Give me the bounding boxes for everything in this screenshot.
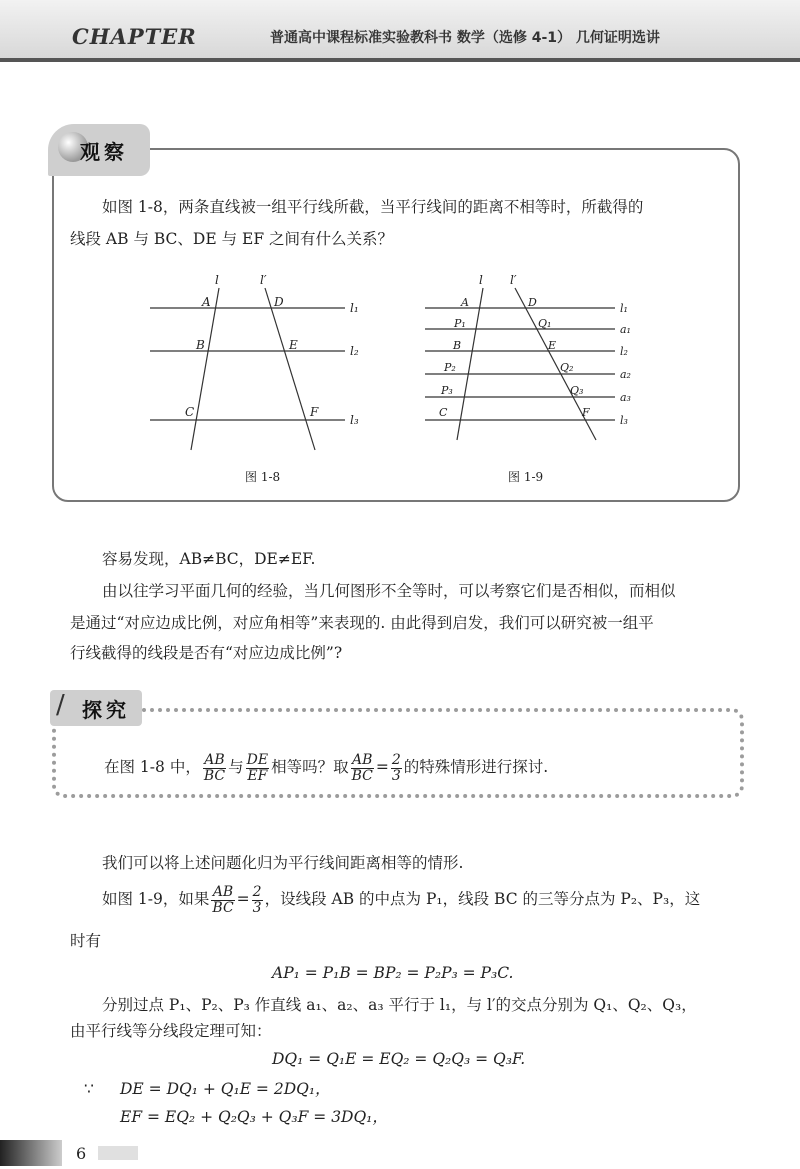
label-P3: P₃ [441,384,453,397]
fraction-num: DE [246,751,269,768]
fraction-den: BC [212,899,234,916]
label-Q1: Q₁ [538,317,552,330]
label-l: l [215,273,219,287]
label-D: D [274,295,284,309]
label-l-fig19: l [479,273,483,287]
label-A: A [202,295,211,309]
fraction-2-3-b [252,885,263,916]
label-l2: l₂ [350,344,359,358]
equation-1: AP₁ = P₁B = BP₂ = P₂P₃ = P₃C. [272,964,514,982]
label-A-fig19: A [461,296,469,309]
fraction-den: BC [203,767,226,784]
because-symbol: ∵ [84,1080,94,1098]
fraction-ab-bc [203,753,226,784]
label-C-fig19: C [439,406,448,419]
body1-line-4: 行线截得的线段是否有“对应边成比例”? [70,644,343,662]
fraction-num: 2 [252,883,262,900]
transversal-l-fig19 [457,288,483,440]
observe-line-1: 如图 1-8，两条直线被一组平行线所截，当平行线间的距离不相等时，所截得的 [102,198,644,216]
body2-line-2 [102,882,700,916]
label-l3-fig19: l₃ [620,414,628,427]
body2-text-b: = [236,890,250,908]
footer-decoration [98,1146,138,1160]
fraction-de-ef [246,753,269,784]
label-l2-fig19: l₂ [620,345,628,358]
equation-3: DE = DQ₁ + Q₁E = 2DQ₁， [120,1080,331,1098]
label-l3: l₃ [350,413,359,427]
fraction-den: BC [351,767,373,784]
label-a2: a₂ [620,368,631,381]
label-l1-fig19: l₁ [620,302,628,315]
equation-2: DQ₁ = Q₁E = EQ₂ = Q₂Q₃ = Q₃F. [272,1050,526,1068]
label-E-fig19: E [548,339,557,352]
fraction-den: 3 [391,767,401,784]
equation-4: EF = EQ₂ + Q₂Q₃ + Q₃F = 3DQ₁， [120,1108,388,1126]
label-E: E [289,338,298,352]
explore-question [104,750,548,784]
label-a1: a₁ [620,323,631,336]
label-l-prime: l′ [260,273,267,287]
body2-text-c: ，设线段 AB 的中点为 P₁，线段 BC 的三等分点为 P₂、P₃，这 [264,890,701,908]
explore-text-5: 的特殊情形进行探讨. [403,758,549,776]
body2-line-4: 分别过点 P₁、P₂、P₃ 作直线 a₁、a₂、a₃ 平行于 l₁，与 l′的交点分别为 Q₁、Q₂、Q₃， [102,996,697,1014]
label-P1: P₁ [454,317,466,330]
label-F-fig19: F [582,406,590,419]
explore-text-4: = [375,758,389,776]
body2-line-3: 时有 [70,932,102,950]
body1-line-2: 由以往学习平面几何的经验，当几何图形不全等时，可以考察它们是否相似，而相似 [102,582,676,600]
fraction-den: 3 [252,899,262,916]
fraction-num: AB [204,751,225,768]
explore-text-3: 相等吗？取 [271,758,349,776]
fraction-num: AB [212,883,234,900]
label-l-prime-fig19: l′ [510,273,517,287]
body2-line-5: 由平行线等分线段定理可知： [70,1022,272,1040]
label-D-fig19: D [528,296,537,309]
caption-fig-1-8: 图 1-8 [245,470,281,484]
body1-line-1: 容易发现，AB≠BC，DE≠EF. [102,550,316,568]
transversal-l [191,288,219,450]
caption-fig-1-9: 图 1-9 [508,470,544,484]
observe-line-2: 线段 AB 与 BC、DE 与 EF 之间有什么关系？ [70,230,393,248]
footer-bar [0,1140,62,1166]
explore-text-2: 与 [228,758,244,776]
label-Q2: Q₂ [560,361,574,374]
fraction-ab-bc-2 [351,753,374,784]
label-F: F [310,405,319,419]
label-B: B [196,338,205,352]
label-P2: P₂ [444,361,456,374]
explore-slash-icon: ∕ [56,690,65,720]
transversal-l-prime [265,288,315,450]
book-title: 普通高中课程标准实验教科书 数学（选修 4-1） 几何证明选讲 [270,30,660,46]
label-a3: a₃ [620,391,631,404]
label-B-fig19: B [453,339,462,352]
label-C: C [185,405,195,419]
fraction-num: 2 [391,751,401,768]
fraction-ab-bc-3 [211,885,234,916]
explore-title: 探究 [82,698,130,722]
label-Q3: Q₃ [570,384,584,397]
explore-text-1: 在图 1-8 中， [104,758,201,776]
body1-line-3: 是通过“对应边成比例，对应角相等”来表现的. 由此得到启发，我们可以研究被一组平 [70,614,654,632]
observe-title: 观察 [80,140,128,164]
fraction-num: AB [352,751,373,768]
label-l1: l₁ [350,301,359,315]
chapter-label: CHAPTER [72,24,197,49]
fraction-2-3 [391,753,402,784]
body2-line-1: 我们可以将上述问题化归为平行线间距离相等的情形. [102,854,464,872]
body2-text-a: 如图 1-9，如果 [102,890,210,908]
page-number: 6 [76,1144,87,1163]
fraction-den: EF [247,767,268,784]
